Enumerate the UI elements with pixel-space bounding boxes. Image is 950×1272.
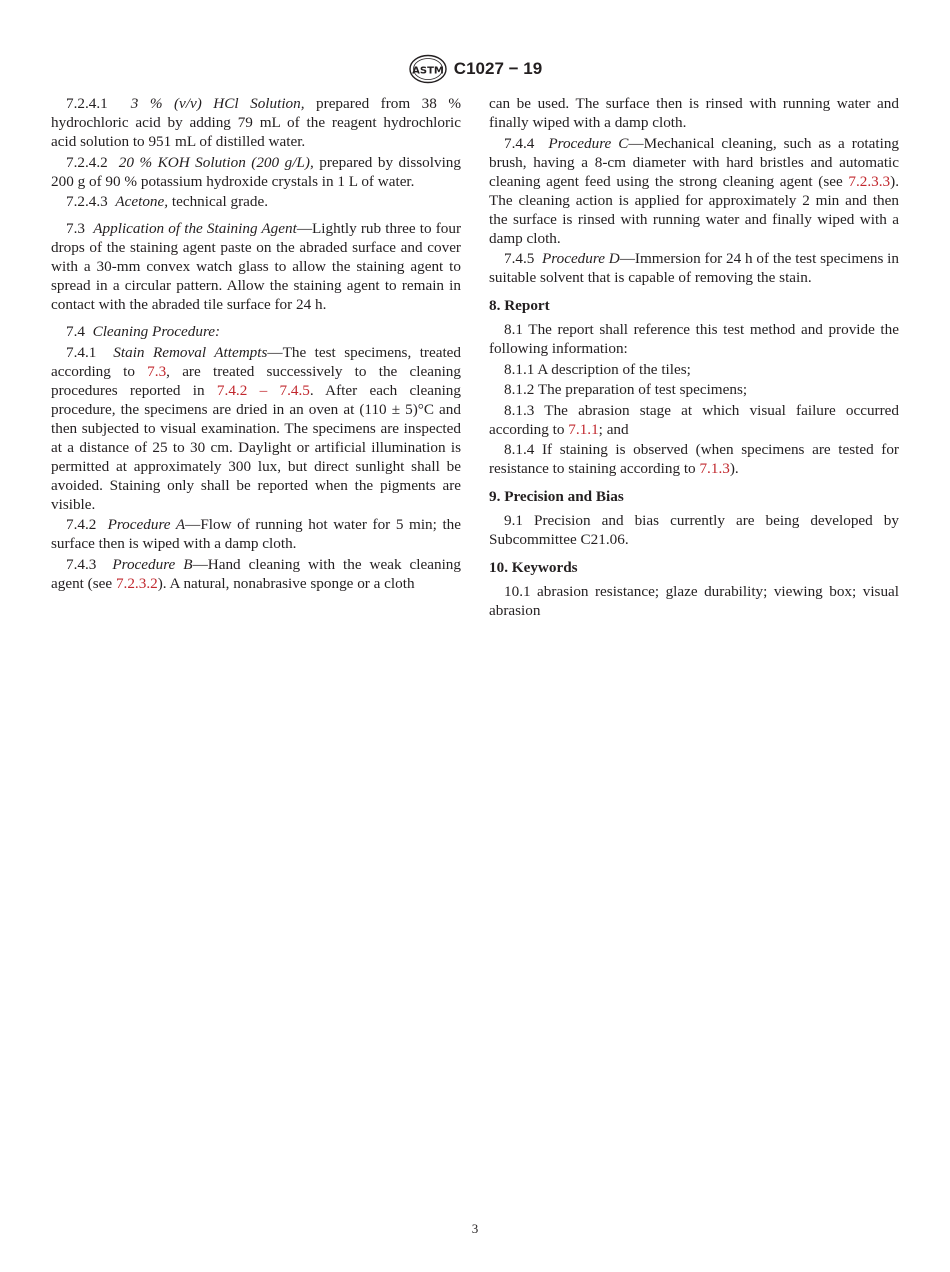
reference-link[interactable]: 7.3 — [147, 362, 167, 380]
page-number: 3 — [471, 1221, 479, 1236]
reference-link[interactable]: 7.4.2 – 7.4.5 — [216, 381, 310, 399]
section-7-4-2: 7.4.2 Procedure A—Flow of running hot water for 5 min; the surface then is wiped with a damp cloth. — [51, 516, 462, 552]
section-9-1: 9.1 Precision and bias currently are being developed by Subcommittee C21.06. — [489, 512, 899, 548]
heading-report: 8. Report — [489, 297, 550, 314]
section-7-3: 7.3 Application of the Staining Agent—Lightly rub three to four drops of the staining agent paste on the abraded surface and cover with a 30-mm convex watch glass to allow the staining agent to spread in a circular pattern. Allow the staining agent to remain in contact with the abraded tile surface for 24 h. — [51, 220, 461, 313]
reference-link[interactable]: 7.2.3.3 — [848, 172, 891, 190]
reference-link[interactable]: 7.1.1 — [568, 420, 599, 438]
page-header — [0, 54, 950, 84]
section-7-4-3-continued: can be used. The surface then is rinsed with running water and finally wiped with a damp cloth. — [489, 95, 899, 131]
section-7-4-3: 7.4.3 Procedure B—Hand cleaning with the weak cleaning agent (see 7.2.3.2). A natural, nonabrasive sponge or a cloth — [51, 555, 461, 592]
left-column — [51, 94, 461, 594]
section-7-4-5: 7.4.5 Procedure D—Immersion for 24 h of the test specimens in suitable solvent that is capable of removing the stain. — [489, 250, 899, 286]
heading-keywords: 10. Keywords — [489, 559, 578, 576]
section-7-2-4-3: 7.2.4.3 Acetone, technical grade. — [66, 193, 269, 210]
section-7-4: 7.4 Cleaning Procedure: — [66, 323, 221, 340]
reference-link[interactable]: 7.1.3 — [699, 460, 730, 477]
section-8-1-1: 8.1.1 A description of the tiles; — [504, 360, 691, 378]
reference-link[interactable]: 7.2.3.2 — [115, 574, 158, 592]
section-7-2-4-1: 7.2.4.1 3 % (v/v) HCl Solution, prepared from 38 % hydrochloric acid by adding 79 mL of the reagent hydrochloric acid solution to 951 mL of distilled water. — [51, 95, 462, 150]
section-10-1: 10.1 abrasion resistance; glaze durability; viewing box; visual abrasion — [489, 583, 899, 619]
section-7-4-1: 7.4.1 Stain Removal Attempts—The test specimens, treated according to 7.3, are treated successively to the cleaning procedures reported in 7.4.2 – 7.4.5. After each cleaning procedure, the specimens are dried in an oven at (110 ± 5)°C and then subjected to visual examination. The specimens are inspected at a distance of 25 to 30 cm. Daylight or artificial illumination is permitted at approximately 300 lux, but direct sunlight shall be avoided. Staining only shall be reported when the pigments are visible. — [51, 343, 462, 513]
astm-logo-text: ASTM — [411, 65, 444, 77]
heading-precision-bias: 9. Precision and Bias — [489, 488, 624, 505]
astm-logo-icon — [408, 54, 448, 84]
section-7-4-4: 7.4.4 Procedure C—Mechanical cleaning, such as a rotating brush, having a 8-cm diameter with hard bristles and automatic cleaning agent feed using the strong cleaning agent (see 7.2.3.3). The cleaning action is applied for approximately 2 min and then the surface is rinsed with running water and finally wiped with a damp cloth. — [489, 134, 900, 247]
right-column — [489, 94, 899, 622]
section-8-1-4: 8.1.4 If staining is observed (when specimens are tested for resistance to staining according to 7.1.3). — [489, 441, 899, 477]
section-8-1: 8.1 The report shall reference this test method and provide the following information: — [489, 321, 899, 357]
section-8-1-3: 8.1.3 The abrasion stage at which visual failure occurred according to 7.1.1; and — [489, 401, 899, 438]
section-8-1-2: 8.1.2 The preparation of test specimens; — [504, 381, 748, 398]
document-id: C1027 − 19 — [453, 59, 543, 78]
section-7-2-4-2: 7.2.4.2 20 % KOH Solution (200 g/L), prepared by dissolving 200 g of 90 % potassium hydroxide crystals in 1 L of water. — [51, 153, 461, 190]
